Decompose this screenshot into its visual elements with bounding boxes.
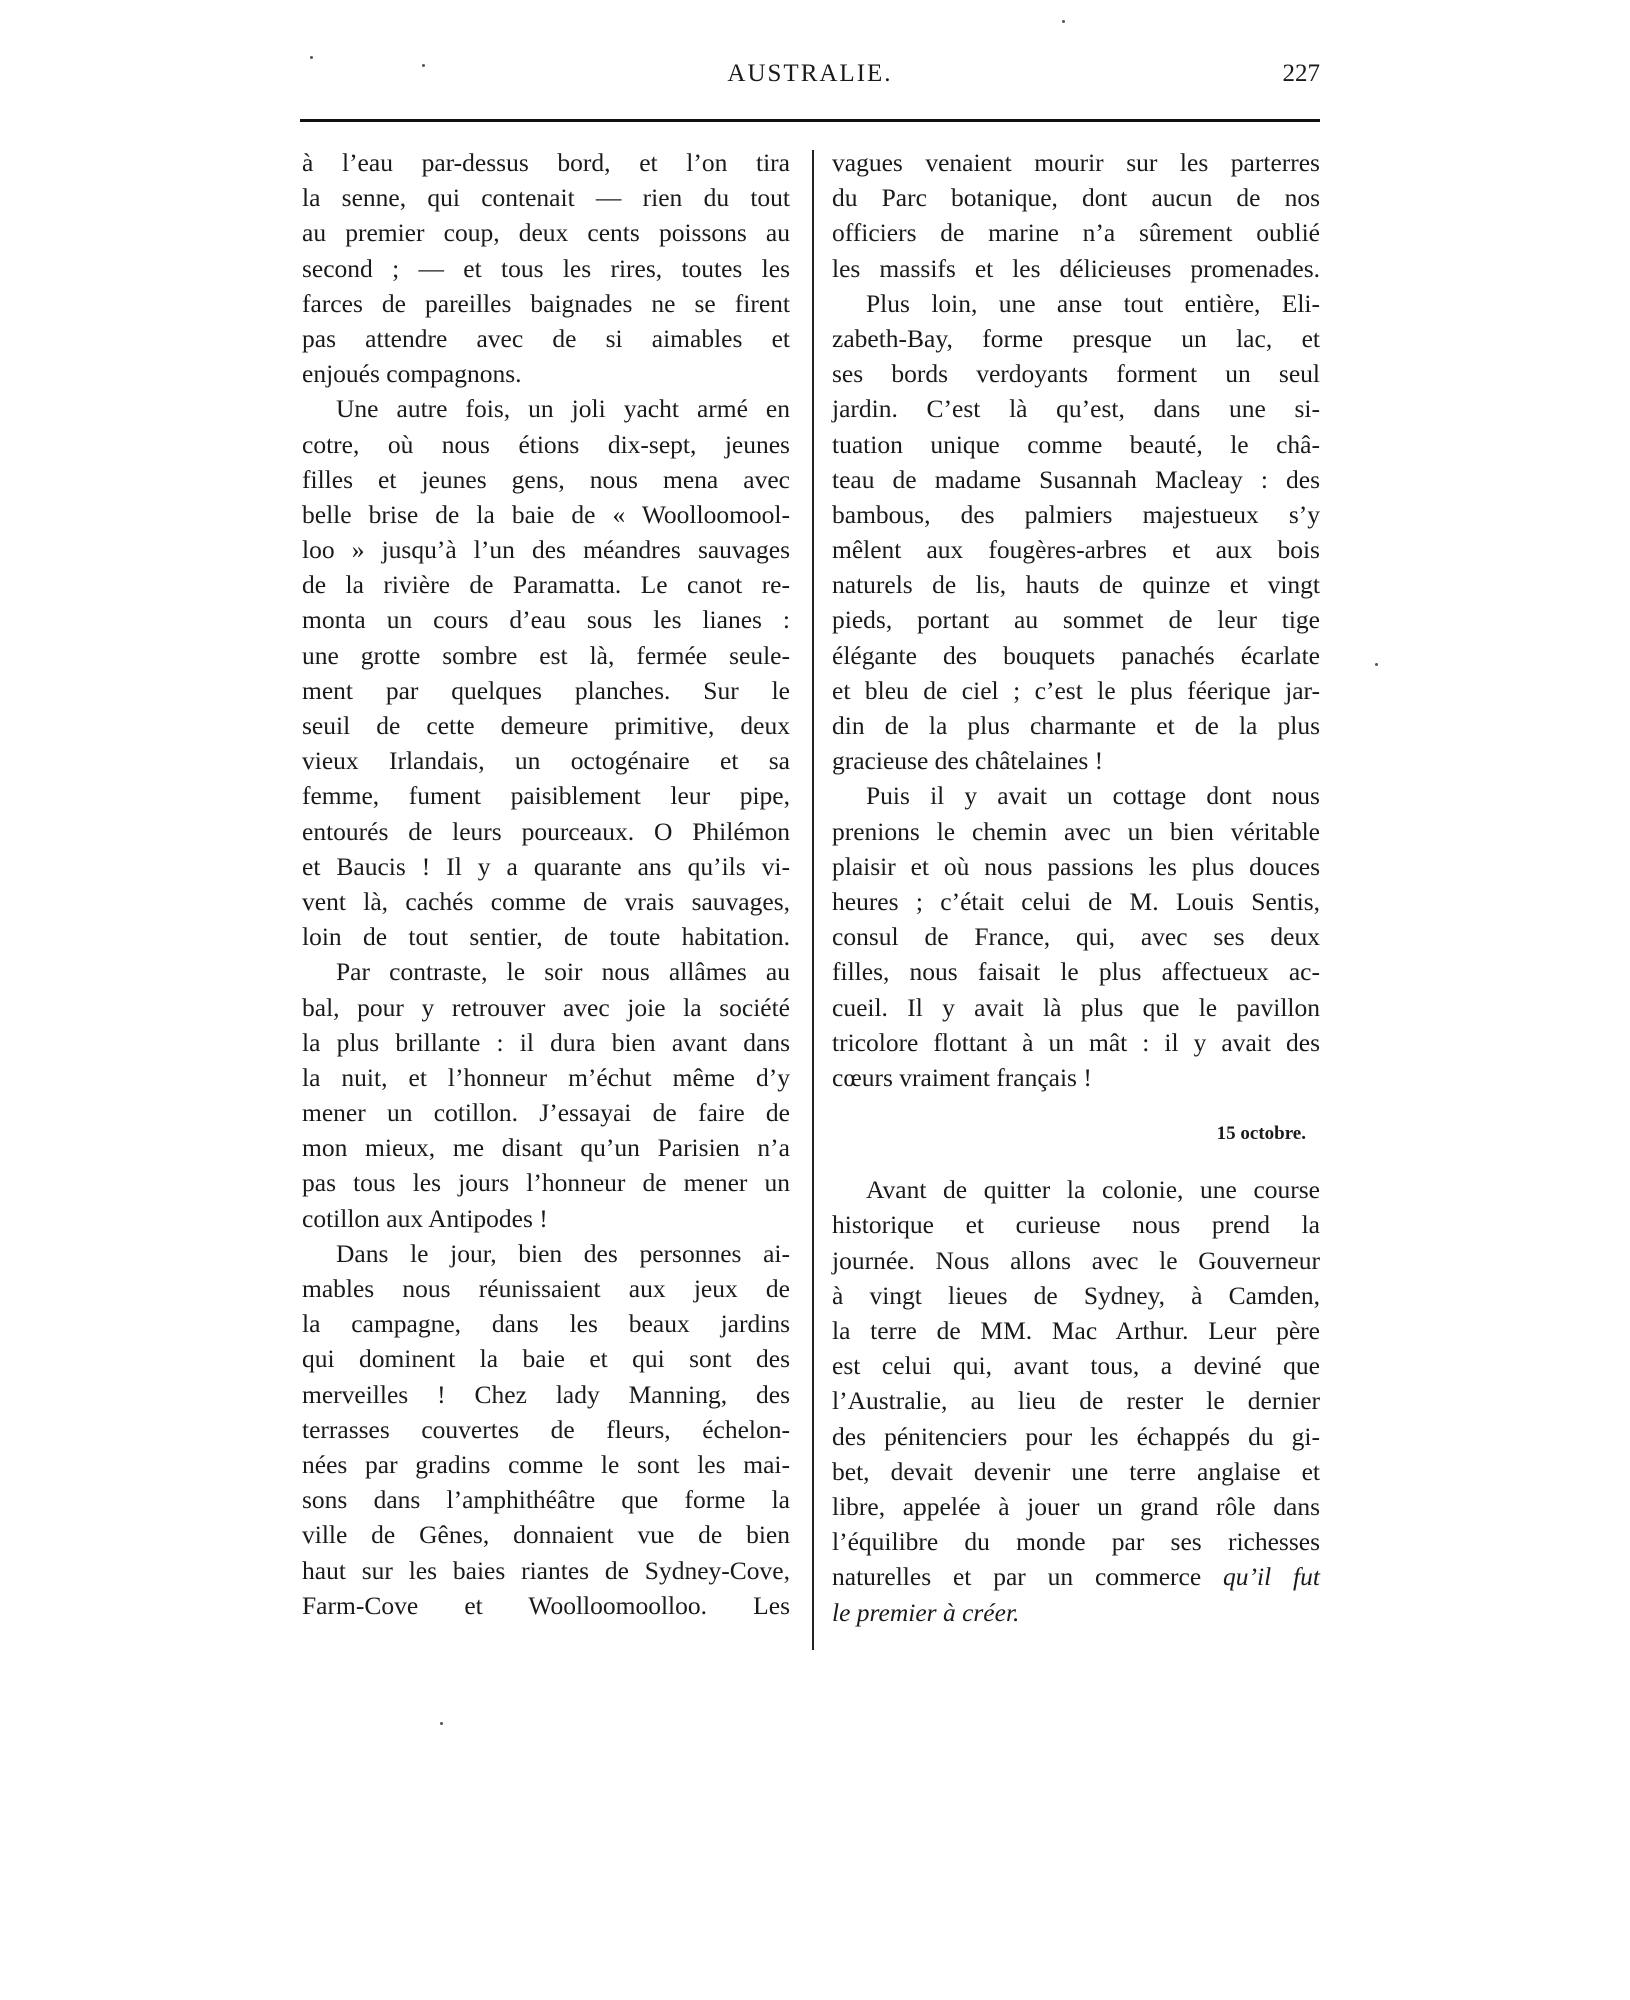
text-line: l’équilibre du monde par ses richesses xyxy=(832,1527,1320,1557)
text-line: vagues venaient mourir sur les parterres xyxy=(832,148,1320,177)
text-line: vent là, cachés comme de vrais sauvages, xyxy=(302,886,790,916)
paragraph-start-line: Une autre fois, un joli yacht armé en xyxy=(336,394,790,424)
text-line: monta un cours d’eau sous les lianes : xyxy=(302,605,790,635)
text-line: tricolore flottant à un mât : il y avait des xyxy=(832,1027,1320,1057)
text-line: filles, nous faisait le plus affectueux ac- xyxy=(832,957,1320,987)
text-line: haut sur les baies riantes de Sydney-Cove, xyxy=(302,1555,790,1585)
paragraph-start-line: Avant de quitter la colonie, une course xyxy=(866,1175,1320,1205)
text-line: à vingt lieues de Sydney, à Camden, xyxy=(832,1280,1320,1310)
journal-date: 15 octobre. xyxy=(1216,1123,1306,1145)
text-line: historique et curieuse nous prend la xyxy=(832,1210,1320,1240)
text-line: mêlent aux fougères-arbres et aux bois xyxy=(832,535,1320,565)
text-line: enjoués compagnons. xyxy=(302,359,522,389)
left-column xyxy=(302,145,790,1623)
text-line: cœurs vraiment français ! xyxy=(832,1062,1092,1092)
print-speck xyxy=(440,1722,443,1725)
text-line: est celui qui, avant tous, a deviné que xyxy=(832,1351,1320,1381)
running-head xyxy=(300,58,1320,98)
text-line: la terre de MM. Mac Arthur. Leur père xyxy=(832,1316,1320,1345)
text-line: jardin. C’est là qu’est, dans une si- xyxy=(832,394,1320,424)
text-line: qui dominent la baie et qui sont des xyxy=(302,1344,790,1374)
print-speck xyxy=(422,64,425,67)
text-line: mener un cotillon. J’essayai de faire de xyxy=(302,1098,790,1128)
column-divider xyxy=(812,150,814,1650)
text-line: mables nous réunissaient aux jeux de xyxy=(302,1274,790,1303)
text-line: belle brise de la baie de « Woolloomool- xyxy=(302,499,790,529)
text-line: ment par quelques planches. Sur le xyxy=(302,675,790,705)
text-line: au premier coup, deux cents poissons au xyxy=(302,218,790,248)
text-line: loo » jusqu’à l’un des méandres sauvages xyxy=(302,535,790,565)
text-line: du Parc botanique, dont aucun de nos xyxy=(832,183,1320,213)
text-line: à l’eau par-dessus bord, et l’on tira xyxy=(302,148,790,177)
text-line: zabeth-Bay, forme presque un lac, et xyxy=(832,323,1320,353)
text-line: bal, pour y retrouver avec joie la société xyxy=(302,992,790,1022)
text-line: plaisir et où nous passions les plus douces xyxy=(832,851,1320,881)
text-line: nées par gradins comme le sont les mai- xyxy=(302,1449,790,1479)
text-line: bet, devait devenir une terre anglaise et xyxy=(832,1456,1320,1486)
text-line: et bleu de ciel ; c’est le plus féerique jar- xyxy=(832,675,1320,705)
text-line: teau de madame Susannah Macleay : des xyxy=(832,464,1320,494)
paragraph-start-line: Puis il y avait un cottage dont nous xyxy=(866,781,1320,811)
text-line: et Baucis ! Il y a quarante ans qu’ils vi- xyxy=(302,851,790,881)
paragraph-start-line: Plus loin, une anse tout entière, Eli- xyxy=(866,288,1320,318)
text-line: heures ; c’était celui de M. Louis Sentis, xyxy=(832,886,1320,916)
italic-text: qu’il fut xyxy=(1223,1562,1320,1592)
text-line: din de la plus charmante et de la plus xyxy=(832,711,1320,740)
text-line: cueil. Il y avait là plus que le pavillon xyxy=(832,992,1320,1022)
text-line: cotre, où nous étions dix-sept, jeunes xyxy=(302,429,790,459)
text-line: merveilles ! Chez lady Manning, des xyxy=(302,1379,790,1409)
right-column xyxy=(832,145,1320,1630)
text-line: cotillon aux Antipodes ! xyxy=(302,1203,548,1233)
header-rule xyxy=(300,119,1320,122)
text-line: officiers de marine n’a sûrement oublié xyxy=(832,218,1320,248)
text-line: une grotte sombre est là, fermée seule- xyxy=(302,640,790,670)
text-line: Farm-Cove et Woolloomoolloo. Les xyxy=(302,1590,790,1620)
text-line: élégante des bouquets panachés écarlate xyxy=(832,640,1320,670)
text-line: sons dans l’amphithéâtre que forme la xyxy=(302,1485,790,1515)
print-speck xyxy=(1375,663,1378,666)
text-line: bambous, des palmiers majestueux s’y xyxy=(832,499,1320,529)
page-number: 227 xyxy=(1282,60,1320,87)
running-title: AUSTRALIE. xyxy=(727,60,893,87)
text-line: femme, fument paisiblement leur pipe, xyxy=(302,781,790,811)
text-line: libre, appelée à jouer un grand rôle dans xyxy=(832,1491,1320,1521)
text-line: naturels de lis, hauts de quinze et vingt xyxy=(832,570,1320,600)
text-line: de la rivière de Paramatta. Le canot re- xyxy=(302,570,790,600)
text-line: ville de Gênes, donnaient vue de bien xyxy=(302,1520,790,1550)
text-line: mon mieux, me disant qu’un Parisien n’a xyxy=(302,1133,790,1163)
text-line: la senne, qui contenait — rien du tout xyxy=(302,183,790,213)
text-line: tuation unique comme beauté, le châ- xyxy=(832,429,1320,459)
text-line: pas attendre avec de si aimables et xyxy=(302,323,790,353)
text-line: des pénitenciers pour les échappés du gi- xyxy=(832,1421,1320,1451)
text-line: l’Australie, au lieu de rester le dernier xyxy=(832,1386,1320,1416)
text-line: loin de tout sentier, de toute habitation. xyxy=(302,922,790,952)
text-line: second ; — et tous les rires, toutes les xyxy=(302,253,790,283)
text-line: farces de pareilles baignades ne se firent xyxy=(302,288,790,318)
text-line: terrasses couvertes de fleurs, échelon- xyxy=(302,1414,790,1444)
text-line: pas tous les jours l’honneur de mener un xyxy=(302,1168,790,1198)
paragraph-start-line: Dans le jour, bien des personnes ai- xyxy=(336,1238,790,1268)
print-speck xyxy=(310,56,313,59)
text-line: la campagne, dans les beaux jardins xyxy=(302,1309,790,1339)
roman-text: naturelles et par un commerce xyxy=(832,1562,1224,1592)
text-line: la nuit, et l’honneur m’échut même d’y xyxy=(302,1062,790,1092)
text-line: ses bords verdoyants forment un seul xyxy=(832,359,1320,389)
text-line: journée. Nous allons avec le Gouverneur xyxy=(832,1245,1320,1275)
text-line: vieux Irlandais, un octogénaire et sa xyxy=(302,746,790,776)
text-line: prenions le chemin avec un bien véritable xyxy=(832,816,1320,846)
text-line: entourés de leurs pourceaux. O Philémon xyxy=(302,816,790,846)
text-line: pieds, portant au sommet de leur tige xyxy=(832,605,1320,635)
text-line: filles et jeunes gens, nous mena avec xyxy=(302,464,790,494)
italic-closing-line: le premier à créer. xyxy=(832,1597,1020,1627)
text-line-mixed xyxy=(832,1559,1320,1594)
text-line: gracieuse des châtelaines ! xyxy=(832,746,1104,776)
text-line: seuil de cette demeure primitive, deux xyxy=(302,711,790,740)
text-line: consul de France, qui, avec ses deux xyxy=(832,922,1320,952)
text-line: les massifs et les délicieuses promenades. xyxy=(832,253,1320,283)
paragraph-start-line: Par contraste, le soir nous allâmes au xyxy=(336,957,790,987)
print-speck xyxy=(1062,20,1065,23)
text-line: la plus brillante : il dura bien avant dans xyxy=(302,1027,790,1057)
